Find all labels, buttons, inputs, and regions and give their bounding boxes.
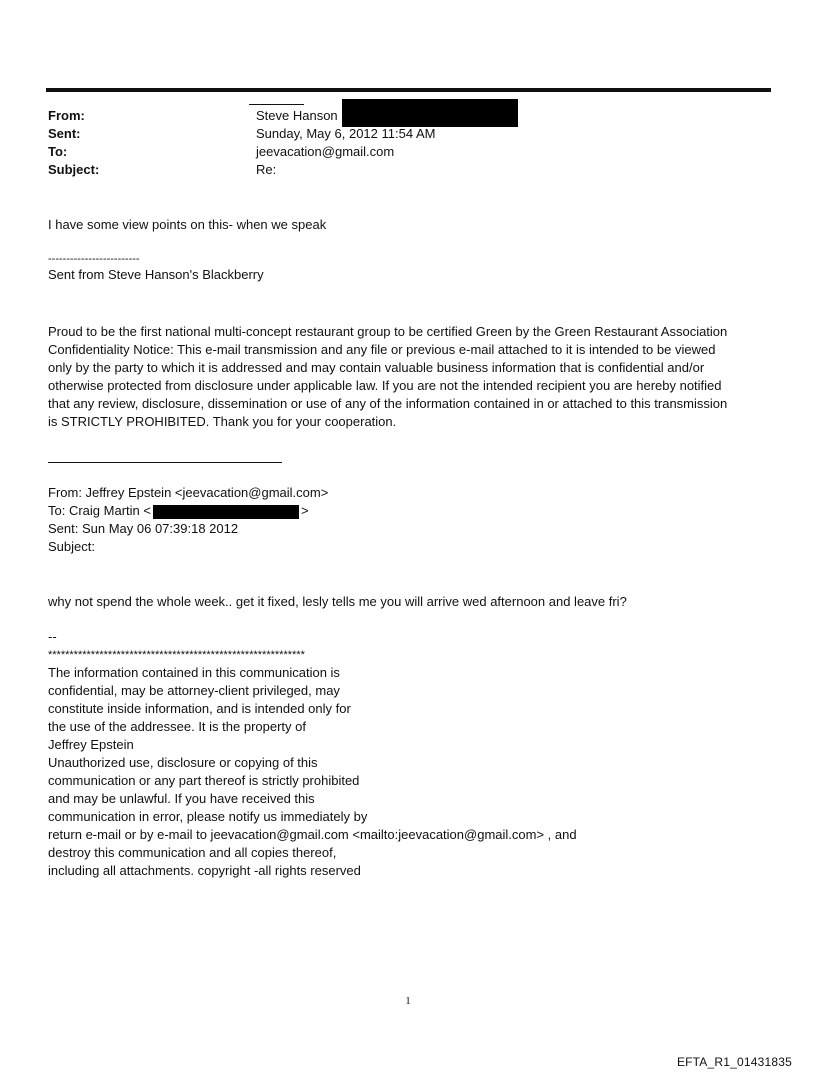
confidentiality-line: Proud to be the first national multi-concept restaurant group to be certified Green by the Green Restaurant Association xyxy=(48,324,728,339)
confidentiality-line: that any review, disclosure, dissemination or use of any of the information contained in or attached to this transmission xyxy=(48,396,728,411)
subject-value: Re: xyxy=(256,162,277,177)
from-value: Steve Hanson xyxy=(256,108,338,123)
confidentiality-line: otherwise protected from disclosure under applicable law. If you are not the intended recipient you are hereby notified xyxy=(48,378,722,393)
top-divider-rule xyxy=(46,88,771,92)
email-header xyxy=(48,107,748,179)
bates-number: EFTA_R1_01431835 xyxy=(676,1055,792,1069)
disclaimer-line: the use of the addressee. It is the property of xyxy=(48,719,306,734)
disclaimer-line: destroy this communication and all copies thereof, xyxy=(48,845,337,860)
original-message-header xyxy=(48,484,768,556)
original-to xyxy=(48,502,768,520)
original-body xyxy=(48,593,768,611)
original-to-suffix: > xyxy=(300,503,309,518)
page-number: 1 xyxy=(405,995,411,1007)
disclaimer-line: Jeffrey Epstein xyxy=(48,737,134,752)
disclaimer-line: confidential, may be attorney-client privileged, may xyxy=(48,683,340,698)
confidentiality-notice xyxy=(48,323,768,431)
original-from: From: Jeffrey Epstein <jeevacation@gmail.com> xyxy=(48,485,329,500)
header-row-subject xyxy=(48,161,748,179)
sig-dashes: -- xyxy=(48,629,57,644)
disclaimer-line: including all attachments. copyright -all rights reserved xyxy=(48,863,361,878)
subject-label: Subject: xyxy=(48,162,100,177)
header-row-to xyxy=(48,143,748,161)
disclaimer-line: The information contained in this communication is xyxy=(48,665,340,680)
from-overline xyxy=(249,104,304,105)
redaction-to-email xyxy=(153,505,299,519)
header-row-from xyxy=(48,107,748,125)
original-body-text: why not spend the whole week.. get it fixed, lesly tells me you will arrive wed afternoon and leave fri? xyxy=(48,594,627,609)
to-label: To: xyxy=(48,144,68,159)
signature-text: Sent from Steve Hanson's Blackberry xyxy=(48,267,264,282)
reply-body xyxy=(48,216,768,234)
original-to-prefix: To: Craig Martin < xyxy=(48,503,151,518)
confidentiality-line: Confidentiality Notice: This e-mail transmission and any file or previous e-mail attached to it is intended to be viewed xyxy=(48,342,716,357)
disclaimer-line: constitute inside information, and is intended only for xyxy=(48,701,351,716)
sent-label: Sent: xyxy=(48,126,81,141)
separator-line xyxy=(48,462,282,463)
confidentiality-line: is STRICTLY PROHIBITED. Thank you for your cooperation. xyxy=(48,414,397,429)
header-row-sent xyxy=(48,125,748,143)
sent-value: Sunday, May 6, 2012 11:54 AM xyxy=(256,126,436,141)
original-sent: Sent: Sun May 06 07:39:18 2012 xyxy=(48,521,239,536)
original-disclaimer xyxy=(48,628,768,880)
disclaimer-line: return e-mail or by e-mail to jeevacation@gmail.com <mailto:jeevacation@gmail.com> , and xyxy=(48,827,577,842)
confidentiality-line: only by the party to which it is addressed and may contain valuable business information that is confidential and/or xyxy=(48,360,705,375)
reply-text: I have some view points on this- when we speak xyxy=(48,217,327,232)
from-label: From: xyxy=(48,108,85,123)
disclaimer-line: communication or any part thereof is strictly prohibited xyxy=(48,773,360,788)
stars-divider: ************************************************************ xyxy=(48,649,305,661)
reply-signature-block xyxy=(48,252,768,284)
signature-dashes: ------------------------- xyxy=(48,253,140,265)
original-subject: Subject: xyxy=(48,539,95,554)
disclaimer-line: Unauthorized use, disclosure or copying of this xyxy=(48,755,318,770)
to-value: jeevacation@gmail.com xyxy=(256,144,395,159)
disclaimer-line: and may be unlawful. If you have received this xyxy=(48,791,315,806)
disclaimer-line: communication in error, please notify us immediately by xyxy=(48,809,368,824)
